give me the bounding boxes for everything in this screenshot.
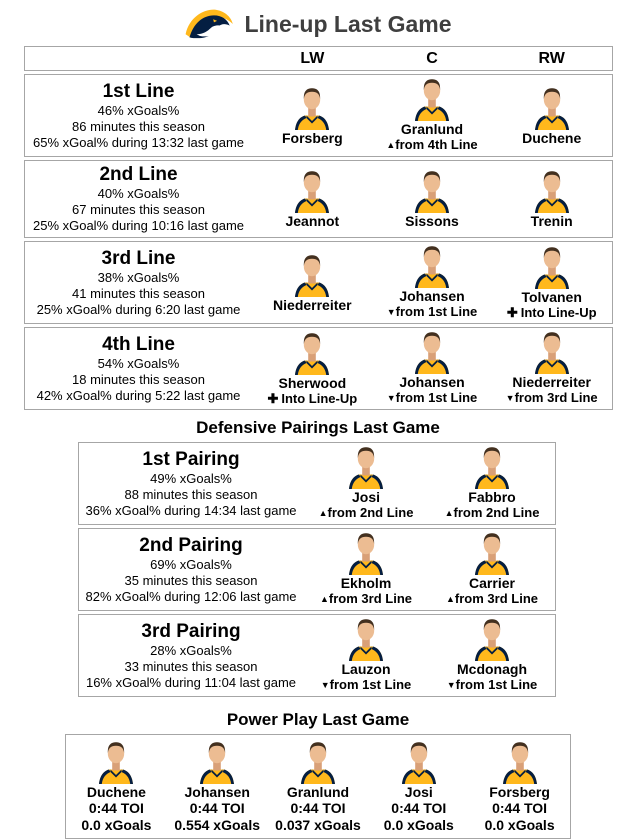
player-photo — [298, 740, 338, 784]
player-photo — [472, 445, 512, 489]
player-toi: 0:44 TOI — [88, 800, 144, 816]
player-name: Niederreiter — [512, 374, 591, 390]
player-photo — [472, 531, 512, 575]
line-lastgame: 25% xGoal% during 10:16 last game — [32, 218, 244, 233]
move-label: from 1st Line — [395, 390, 478, 405]
player-move — [446, 591, 538, 608]
pp-player-cell-1 — [66, 740, 167, 834]
player-photo — [532, 86, 572, 130]
line-lastgame: 25% xGoal% during 6:20 last game — [36, 301, 241, 317]
pp-player-cell-5 — [469, 740, 570, 834]
player-photo — [399, 740, 439, 784]
line-stats — [25, 248, 253, 318]
player-name: Josi — [351, 489, 380, 505]
player-xgoals: 0.0 xGoals — [484, 817, 555, 833]
pairing-xgoals-pct: 49% xGoals% — [150, 470, 232, 486]
player-photo — [532, 169, 572, 213]
player-photo — [346, 531, 386, 575]
line-minutes: 41 minutes this season — [72, 285, 205, 301]
pairing-lastgame: 82% xGoal% during 12:06 last game — [85, 588, 297, 604]
line-row-1 — [24, 74, 613, 157]
line-row-3 — [24, 241, 613, 324]
pp-player-cell-3 — [268, 740, 369, 834]
player-photo — [292, 169, 332, 213]
move-label: from 1st Line — [395, 304, 478, 319]
powerplay-section-title: Power Play Last Game — [226, 710, 410, 729]
page-header — [0, 0, 636, 44]
player-cell-c — [372, 169, 492, 229]
into-lineup-plus-icon: ✚ — [506, 305, 518, 320]
line-stats — [25, 164, 253, 234]
move-label: from 4th Line — [395, 137, 478, 152]
player-name: Granlund — [286, 784, 350, 800]
pairing-title: 2nd Pairing — [139, 534, 243, 556]
move-label: from 3rd Line — [328, 591, 412, 606]
page-title: Line-up Last Game — [244, 10, 452, 37]
player-move — [507, 305, 597, 320]
player-cell-right-d — [429, 531, 555, 608]
pairing-stats — [79, 535, 303, 605]
player-photo — [532, 245, 572, 289]
move-label: from 1st Line — [455, 677, 538, 692]
player-name: Johansen — [399, 374, 465, 390]
player-photo — [197, 740, 237, 784]
move-label: from 1st Line — [329, 677, 412, 692]
player-move — [320, 591, 412, 608]
predators-logo-icon — [184, 5, 236, 43]
move-up-icon: ▲ — [446, 594, 455, 604]
pairing-row-3 — [78, 614, 556, 697]
pairing-minutes: 88 minutes this season — [124, 486, 258, 502]
move-up-icon: ▲ — [444, 508, 454, 518]
player-name: Tolvanen — [521, 289, 582, 305]
into-lineup-plus-icon: ✚ — [267, 391, 279, 406]
move-up-icon: ▲ — [318, 508, 328, 518]
player-cell-left-d — [303, 617, 429, 694]
pairing-minutes: 33 minutes this season — [124, 658, 258, 674]
player-cell-right-d — [429, 445, 555, 522]
line-stats — [25, 81, 253, 151]
player-xgoals: 0.0 xGoals — [81, 817, 152, 833]
pairing-stats — [79, 621, 303, 691]
player-move — [319, 505, 414, 522]
player-xgoals: 0.037 xGoals — [275, 817, 361, 833]
player-name: Duchene — [86, 784, 146, 800]
player-name: Forsberg — [281, 129, 343, 146]
player-name: Sherwood — [278, 375, 347, 391]
player-cell-lw — [253, 331, 373, 406]
player-photo — [532, 330, 572, 374]
player-name: Forsberg — [489, 784, 550, 800]
column-header-c: C — [426, 49, 438, 67]
player-name: Sissons — [405, 213, 459, 229]
player-cell-c — [372, 244, 492, 321]
player-cell-left-d — [303, 445, 429, 522]
player-toi: 0:44 TOI — [189, 800, 245, 816]
line-row-2 — [24, 160, 613, 238]
player-photo — [500, 740, 540, 784]
pairing-minutes: 35 minutes this season — [124, 572, 258, 588]
player-cell-lw — [253, 253, 373, 313]
line-title: 2nd Line — [99, 164, 178, 185]
line-lastgame: 65% xGoal% during 13:32 last game — [32, 134, 244, 150]
pairing-row-1 — [78, 442, 556, 525]
player-move — [387, 390, 478, 407]
pairing-stats — [79, 449, 303, 519]
player-cell-rw — [492, 169, 612, 229]
player-name: Johansen — [184, 784, 250, 800]
column-header-rw: RW — [538, 49, 565, 67]
move-label: from 3rd Line — [454, 591, 538, 606]
line-stats — [25, 334, 253, 404]
pairing-title: 1st Pairing — [142, 448, 240, 470]
forward-table-header-row — [24, 46, 613, 71]
player-cell-lw — [253, 86, 373, 146]
pp-player-cell-2 — [167, 740, 268, 834]
player-photo — [346, 617, 386, 661]
player-move — [445, 505, 540, 522]
player-toi: 0:44 TOI — [391, 800, 447, 816]
player-cell-c — [372, 77, 492, 154]
player-name: Mcdonagh — [457, 661, 527, 677]
line-title: 1st Line — [102, 80, 175, 102]
player-move — [386, 137, 477, 154]
player-cell-lw — [253, 169, 373, 229]
line-xgoals-pct: 38% xGoals% — [97, 269, 180, 285]
pairing-row-2 — [78, 528, 556, 611]
line-xgoals-pct: 40% xGoals% — [97, 186, 180, 201]
player-photo — [292, 253, 332, 297]
player-photo — [472, 617, 512, 661]
player-photo — [412, 77, 452, 121]
player-name: Lauzon — [341, 661, 391, 677]
pairing-xgoals-pct: 28% xGoals% — [150, 642, 232, 658]
line-xgoals-pct: 54% xGoals% — [97, 355, 180, 371]
pairing-lastgame: 36% xGoal% during 14:34 last game — [85, 502, 297, 518]
player-name: Niederreiter — [273, 296, 352, 313]
line-title: 3rd Line — [101, 247, 176, 269]
move-down-icon: ▼ — [386, 393, 396, 403]
player-photo — [412, 169, 452, 213]
player-cell-left-d — [303, 531, 429, 608]
move-label: from 2nd Line — [327, 505, 414, 520]
move-label: from 2nd Line — [453, 505, 540, 520]
line-title: 4th Line — [102, 333, 175, 355]
move-label: from 3rd Line — [514, 390, 598, 405]
player-name: Fabbro — [468, 489, 516, 505]
pairing-lastgame: 16% xGoal% during 11:04 last game — [85, 674, 297, 690]
player-move — [447, 677, 538, 694]
move-up-icon: ▲ — [386, 140, 396, 150]
player-toi: 0:44 TOI — [492, 800, 548, 816]
column-header-lw: LW — [300, 49, 325, 67]
defensive-pairings-table — [78, 442, 556, 697]
player-cell-right-d — [429, 617, 555, 694]
player-photo — [412, 244, 452, 288]
forward-lines-table — [24, 46, 613, 410]
pairing-xgoals-pct: 69% xGoals% — [150, 556, 232, 572]
line-minutes: 67 minutes this season — [72, 202, 205, 217]
player-photo — [412, 330, 452, 374]
player-toi: 0:44 TOI — [290, 800, 346, 816]
player-photo — [292, 331, 332, 375]
player-move — [267, 391, 357, 406]
player-cell-rw — [492, 330, 612, 407]
player-xgoals: 0.554 xGoals — [174, 817, 260, 833]
player-cell-c — [372, 330, 492, 407]
player-photo — [292, 86, 332, 130]
player-name: Josi — [404, 784, 433, 800]
player-xgoals: 0.0 xGoals — [383, 817, 454, 833]
line-minutes: 86 minutes this season — [72, 118, 205, 134]
line-row-4 — [24, 327, 613, 410]
player-move — [321, 677, 412, 694]
line-minutes: 18 minutes this season — [72, 371, 205, 387]
move-down-icon: ▼ — [446, 680, 456, 690]
move-down-icon: ▼ — [320, 680, 330, 690]
player-name: Carrier — [469, 575, 515, 591]
player-name: Granlund — [400, 121, 464, 137]
player-move — [387, 304, 478, 321]
pairing-title: 3rd Pairing — [141, 620, 241, 642]
powerplay-table — [65, 734, 571, 839]
player-move — [506, 390, 598, 407]
defense-section-title: Defensive Pairings Last Game — [196, 418, 440, 437]
player-name: Jeannot — [285, 213, 340, 229]
player-cell-rw — [492, 245, 612, 320]
move-down-icon: ▼ — [386, 307, 396, 317]
player-photo — [346, 445, 386, 489]
line-lastgame: 42% xGoal% during 5:22 last game — [36, 387, 241, 403]
move-label: Into Line-Up — [520, 305, 597, 320]
line-xgoals-pct: 46% xGoals% — [97, 102, 180, 118]
move-label: Into Line-Up — [281, 391, 358, 406]
player-name: Duchene — [522, 129, 582, 146]
player-name: Trenin — [530, 213, 573, 229]
player-cell-rw — [492, 86, 612, 146]
player-name: Johansen — [399, 288, 465, 304]
player-photo — [96, 740, 136, 784]
move-down-icon: ▼ — [505, 393, 515, 403]
pp-player-cell-4 — [368, 740, 469, 834]
player-name: Ekholm — [340, 575, 392, 591]
move-up-icon: ▲ — [320, 594, 329, 604]
